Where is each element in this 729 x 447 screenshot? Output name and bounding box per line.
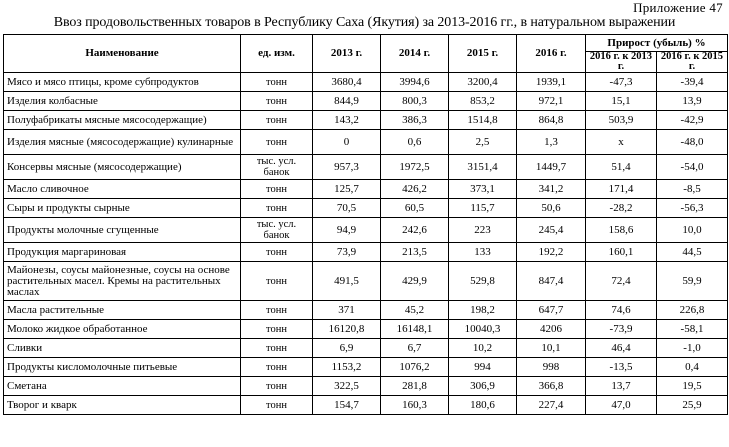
row-2013: 957,3 xyxy=(313,155,381,180)
import-table xyxy=(3,34,728,415)
row-name: Творог и кварк xyxy=(4,396,241,415)
header-growth-2016-vs-2013: 2016 г. к 2013 г. xyxy=(586,52,657,73)
row-name: Молоко жидкое обработанное xyxy=(4,320,241,339)
header-growth-2016-vs-2015: 2016 г. к 2015 г. xyxy=(657,52,728,73)
row-name: Изделия колбасные xyxy=(4,92,241,111)
row-2016: 341,2 xyxy=(517,180,586,199)
row-2014: 1972,5 xyxy=(381,155,449,180)
row-2016: 10,1 xyxy=(517,339,586,358)
row-2013: 1153,2 xyxy=(313,358,381,377)
row-2016: 192,2 xyxy=(517,243,586,262)
row-unit: тыс. усл. банок xyxy=(241,218,313,243)
row-2013: 94,9 xyxy=(313,218,381,243)
row-unit: тонн xyxy=(241,199,313,218)
row-2015: 1514,8 xyxy=(449,111,517,130)
row-growth-2016-vs-2013: х xyxy=(586,130,657,155)
row-growth-2016-vs-2013: 160,1 xyxy=(586,243,657,262)
row-growth-2016-vs-2015: -42,9 xyxy=(657,111,728,130)
row-growth-2016-vs-2015: 25,9 xyxy=(657,396,728,415)
table-row xyxy=(4,320,728,339)
row-name: Масло сливочное xyxy=(4,180,241,199)
row-growth-2016-vs-2015: 19,5 xyxy=(657,377,728,396)
row-name: Сливки xyxy=(4,339,241,358)
row-2014: 213,5 xyxy=(381,243,449,262)
row-2016: 1449,7 xyxy=(517,155,586,180)
row-name: Сметана xyxy=(4,377,241,396)
row-2016: 998 xyxy=(517,358,586,377)
header-2015: 2015 г. xyxy=(449,35,517,73)
row-unit: тыс. усл. банок xyxy=(241,155,313,180)
row-2014: 800,3 xyxy=(381,92,449,111)
row-unit: тонн xyxy=(241,301,313,320)
table-row xyxy=(4,396,728,415)
row-growth-2016-vs-2015: -1,0 xyxy=(657,339,728,358)
row-name: Изделия мясные (мясосодержащие) кулинарные xyxy=(4,130,241,155)
table-row xyxy=(4,111,728,130)
row-2016: 4206 xyxy=(517,320,586,339)
row-2013: 16120,8 xyxy=(313,320,381,339)
row-2015: 994 xyxy=(449,358,517,377)
row-2013: 844,9 xyxy=(313,92,381,111)
row-growth-2016-vs-2013: -13,5 xyxy=(586,358,657,377)
row-2014: 281,8 xyxy=(381,377,449,396)
row-2016: 864,8 xyxy=(517,111,586,130)
row-2014: 6,7 xyxy=(381,339,449,358)
row-2014: 3994,6 xyxy=(381,73,449,92)
row-name: Мясо и мясо птицы, кроме субпродуктов xyxy=(4,73,241,92)
row-unit: тонн xyxy=(241,180,313,199)
row-2014: 45,2 xyxy=(381,301,449,320)
row-2014: 0,6 xyxy=(381,130,449,155)
page-title: Ввоз продовольственных товаров в Республику Саха (Якутия) за 2013-2016 гг., в натуральном выражении xyxy=(53,15,676,30)
row-2015: 306,9 xyxy=(449,377,517,396)
row-unit: тонн xyxy=(241,111,313,130)
table-body xyxy=(4,73,728,415)
row-name: Консервы мясные (мясосодержащие) xyxy=(4,155,241,180)
row-unit: тонн xyxy=(241,92,313,111)
row-growth-2016-vs-2015: -39,4 xyxy=(657,73,728,92)
row-unit: тонн xyxy=(241,377,313,396)
row-unit: тонн xyxy=(241,262,313,301)
table-row xyxy=(4,199,728,218)
table-row xyxy=(4,301,728,320)
row-growth-2016-vs-2013: 15,1 xyxy=(586,92,657,111)
row-growth-2016-vs-2015: -48,0 xyxy=(657,130,728,155)
row-2013: 491,5 xyxy=(313,262,381,301)
table-row xyxy=(4,339,728,358)
row-unit: тонн xyxy=(241,243,313,262)
row-2015: 373,1 xyxy=(449,180,517,199)
row-growth-2016-vs-2015: 226,8 xyxy=(657,301,728,320)
row-2016: 1,3 xyxy=(517,130,586,155)
row-growth-2016-vs-2015: 59,9 xyxy=(657,262,728,301)
row-2013: 70,5 xyxy=(313,199,381,218)
row-unit: тонн xyxy=(241,396,313,415)
row-name: Продукция маргариновая xyxy=(4,243,241,262)
row-2014: 242,6 xyxy=(381,218,449,243)
row-2015: 3200,4 xyxy=(449,73,517,92)
row-2013: 154,7 xyxy=(313,396,381,415)
row-name: Майонезы, соусы майонезные, соусы на основе растительных масел. Кремы на растительных маслах xyxy=(4,262,241,301)
row-2013: 6,9 xyxy=(313,339,381,358)
row-2013: 322,5 xyxy=(313,377,381,396)
table-row xyxy=(4,92,728,111)
row-2014: 160,3 xyxy=(381,396,449,415)
row-growth-2016-vs-2013: 503,9 xyxy=(586,111,657,130)
row-2016: 647,7 xyxy=(517,301,586,320)
row-growth-2016-vs-2013: 47,0 xyxy=(586,396,657,415)
row-growth-2016-vs-2015: -54,0 xyxy=(657,155,728,180)
row-2015: 133 xyxy=(449,243,517,262)
row-unit: тонн xyxy=(241,130,313,155)
header-2013: 2013 г. xyxy=(313,35,381,73)
row-2013: 125,7 xyxy=(313,180,381,199)
row-2015: 529,8 xyxy=(449,262,517,301)
row-2015: 2,5 xyxy=(449,130,517,155)
row-unit: тонн xyxy=(241,339,313,358)
row-growth-2016-vs-2015: 13,9 xyxy=(657,92,728,111)
row-unit: тонн xyxy=(241,320,313,339)
row-growth-2016-vs-2015: 10,0 xyxy=(657,218,728,243)
row-2015: 115,7 xyxy=(449,199,517,218)
row-2013: 3680,4 xyxy=(313,73,381,92)
row-name: Полуфабрикаты мясные мясосодержащие) xyxy=(4,111,241,130)
row-growth-2016-vs-2013: -28,2 xyxy=(586,199,657,218)
row-growth-2016-vs-2015: -58,1 xyxy=(657,320,728,339)
appendix-label: Приложение 47 xyxy=(633,0,723,15)
table-row xyxy=(4,377,728,396)
row-2016: 227,4 xyxy=(517,396,586,415)
row-unit: тонн xyxy=(241,358,313,377)
row-growth-2016-vs-2013: 171,4 xyxy=(586,180,657,199)
table-row xyxy=(4,262,728,301)
row-2016: 972,1 xyxy=(517,92,586,111)
table-row xyxy=(4,180,728,199)
row-growth-2016-vs-2013: -73,9 xyxy=(586,320,657,339)
table-row xyxy=(4,73,728,92)
table-row xyxy=(4,218,728,243)
row-2015: 223 xyxy=(449,218,517,243)
row-growth-2016-vs-2013: 72,4 xyxy=(586,262,657,301)
header-growth: Прирост (убыль) % xyxy=(586,35,728,52)
row-growth-2016-vs-2013: 46,4 xyxy=(586,339,657,358)
row-2015: 10040,3 xyxy=(449,320,517,339)
row-2014: 60,5 xyxy=(381,199,449,218)
row-2014: 426,2 xyxy=(381,180,449,199)
row-2015: 198,2 xyxy=(449,301,517,320)
row-growth-2016-vs-2015: 0,4 xyxy=(657,358,728,377)
row-2014: 16148,1 xyxy=(381,320,449,339)
row-growth-2016-vs-2013: 158,6 xyxy=(586,218,657,243)
row-name: Продукты молочные сгущенные xyxy=(4,218,241,243)
row-unit: тонн xyxy=(241,73,313,92)
row-growth-2016-vs-2015: -8,5 xyxy=(657,180,728,199)
row-2013: 143,2 xyxy=(313,111,381,130)
row-2015: 3151,4 xyxy=(449,155,517,180)
header-unit: ед. изм. xyxy=(241,35,313,73)
row-2013: 73,9 xyxy=(313,243,381,262)
row-2014: 429,9 xyxy=(381,262,449,301)
row-growth-2016-vs-2015: 44,5 xyxy=(657,243,728,262)
row-growth-2016-vs-2013: -47,3 xyxy=(586,73,657,92)
header-2016: 2016 г. xyxy=(517,35,586,73)
table-row xyxy=(4,358,728,377)
row-growth-2016-vs-2013: 51,4 xyxy=(586,155,657,180)
row-2016: 245,4 xyxy=(517,218,586,243)
row-2016: 50,6 xyxy=(517,199,586,218)
header-name: Наименование xyxy=(4,35,241,73)
row-2015: 853,2 xyxy=(449,92,517,111)
row-2013: 0 xyxy=(313,130,381,155)
row-name: Масла растительные xyxy=(4,301,241,320)
row-2016: 366,8 xyxy=(517,377,586,396)
row-2016: 1939,1 xyxy=(517,73,586,92)
header-2014: 2014 г. xyxy=(381,35,449,73)
table-row xyxy=(4,243,728,262)
row-2014: 1076,2 xyxy=(381,358,449,377)
row-growth-2016-vs-2013: 13,7 xyxy=(586,377,657,396)
row-2015: 180,6 xyxy=(449,396,517,415)
row-growth-2016-vs-2013: 74,6 xyxy=(586,301,657,320)
row-name: Сыры и продукты сырные xyxy=(4,199,241,218)
row-2013: 371 xyxy=(313,301,381,320)
row-2016: 847,4 xyxy=(517,262,586,301)
row-2014: 386,3 xyxy=(381,111,449,130)
row-name: Продукты кисломолочные питьевые xyxy=(4,358,241,377)
row-growth-2016-vs-2015: -56,3 xyxy=(657,199,728,218)
row-2015: 10,2 xyxy=(449,339,517,358)
table-row xyxy=(4,130,728,155)
table-row xyxy=(4,155,728,180)
